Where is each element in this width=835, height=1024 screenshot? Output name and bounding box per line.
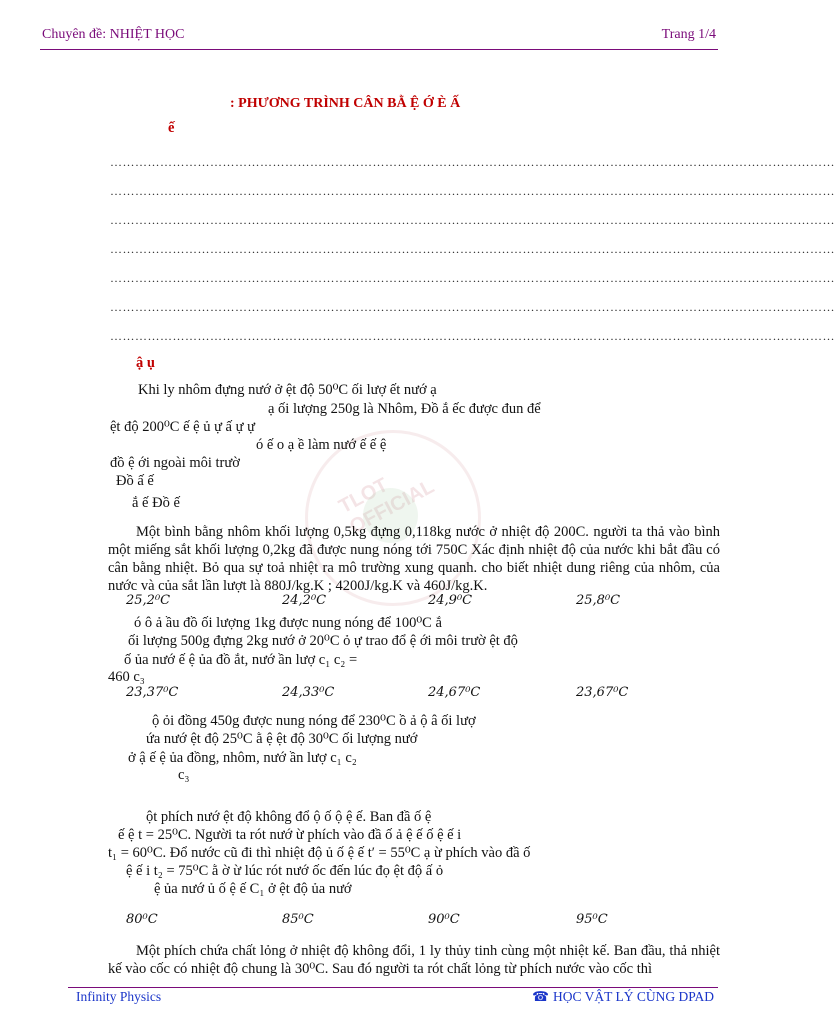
q5-option-a: 80⁰C	[126, 912, 158, 927]
q1-line-3: ệt độ 200⁰C ế ệ ủ ự ấ ự ự	[110, 419, 255, 435]
section-heading: ậ ụ	[136, 355, 155, 371]
dotted-line-2: …………………………………………………………………………………………………………………………………………………………	[110, 184, 835, 198]
q1-line-4: ó ế o ạ ề làm nướ ế ế ệ	[256, 437, 387, 453]
q4-line-4: c₃	[178, 767, 190, 783]
q2-option-a: 25,2⁰C	[126, 593, 171, 608]
q2-option-c: 24,9⁰C	[428, 593, 473, 608]
dotted-line-1: …………………………………………………………………………………………………………………………………………………………	[110, 155, 835, 169]
q5-line-3: t₁ = 60⁰C. Đổ nước cũ đi thì nhiệt độ ủ ố ệ ế t′ = 55⁰C ạ ừ phích vào đầ ố	[108, 845, 531, 861]
dotted-line-3: …………………………………………………………………………………………………………………………………………………………	[110, 213, 835, 227]
q3-line-2: ối lượng 500g đựng 2kg nướ ở 20⁰C ỏ ự trao đổ ệ ới môi trườ ệt độ	[128, 633, 518, 649]
q5-line-1: ột phích nướ ệt độ không đổ ộ ố ộ ệ ế. Ban đầ ố ệ	[146, 809, 432, 825]
lesson-title: : PHƯƠNG TRÌNH CÂN BẰ Ệ Ớ È Ấ	[230, 96, 461, 111]
q1-line-1: Khi ly nhôm đựng nướ ở ệt độ 50⁰C ối lượ ết nướ ạ	[138, 382, 437, 398]
q2-option-d: 25,8⁰C	[576, 593, 621, 608]
q4-line-2: ứa nướ ệt độ 25⁰C ằ ệ ệt độ 30⁰C ối lượng nướ	[146, 731, 418, 747]
q1-line-2: ạ ối lượng 250g là Nhôm, Đồ ắ ếc được đun để	[268, 401, 541, 417]
q5-option-b: 85⁰C	[282, 912, 314, 927]
q3-option-b: 24,33⁰C	[282, 685, 335, 700]
dotted-line-7: …………………………………………………………………………………………………………………………………………………………	[110, 329, 835, 343]
q6-text: Một phích chứa chất lỏng ở nhiệt độ không đổi, 1 ly thủy tinh cùng một nhiệt kế. Ban đầu, thả nhiệt kế vào cốc có nhiệt độ chung là 30⁰C. Sau đó người ta rót chất lỏng từ phích nước vào cốc thì	[108, 943, 720, 977]
q5-line-5: ệ ủa nướ ủ ố ệ ế C₁ ở ệt độ ủa nướ	[154, 881, 352, 897]
q1-line-7: ắ ế Đồ ế	[132, 495, 180, 511]
q3-line-4: 460 c₃	[108, 669, 145, 685]
dotted-line-5: …………………………………………………………………………………………………………………………………………………………	[110, 271, 835, 285]
q5-option-c: 90⁰C	[428, 912, 460, 927]
q3-line-3: ố ủa nướ ế ệ ủa đồ ắt, nướ ần lượ c₁ c₂ =	[124, 652, 358, 668]
header-rule	[40, 49, 718, 50]
q3-option-c: 24,67⁰C	[428, 685, 481, 700]
dotted-line-4: …………………………………………………………………………………………………………………………………………………………	[110, 242, 835, 256]
q1-line-6: Đồ ấ ế	[116, 473, 154, 489]
header-topic: Chuyên đề: NHIỆT HỌC	[42, 27, 185, 42]
page-header	[42, 27, 716, 47]
lesson-subtitle: ế	[168, 120, 175, 136]
header-page-number: Trang 1/4	[661, 27, 716, 42]
q5-line-2: ế ệ t = 25⁰C. Người ta rót nướ ừ phích vào đầ ố ả ệ ế ố ệ ế i	[118, 827, 462, 843]
q2-text: Một bình bằng nhôm khối lượng 0,5kg đựng 0,118kg nước ở nhiệt độ 200C. người ta thả vào bình một miếng sắt khối lượng 0,2kg đã được nung nóng tới 750C Xác định nhiệt độ của nước khi bắt đầu có cân bằng nhiệt. Bỏ qua sự toả nhiệt ra mô trường xung quanh. cho biết nhiệt dung riêng của nhôm, của nước và của sắt lần lượt là 880J/kg.K ; 4200J/kg.K và 460J/kg.K.	[108, 524, 720, 594]
dotted-line-6: …………………………………………………………………………………………………………………………………………………………	[110, 300, 835, 314]
q5-option-d: 95⁰C	[576, 912, 608, 927]
q4-line-3: ở ậ ế ệ ủa đồng, nhôm, nướ ần lượ c₁ c₂	[128, 750, 357, 766]
footer-channel-label: HỌC VẬT LÝ CÙNG DPAD	[552, 989, 714, 1004]
q4-line-1: ộ ỏi đồng 450g được nung nóng để 230⁰C ồ ả ộ â ối lượ	[152, 713, 476, 729]
footer-rule	[68, 987, 718, 988]
watermark-text: TLOT OFFICIAL	[335, 474, 438, 539]
footer-channel	[532, 989, 714, 1005]
q3-line-1: ó ô ả ầu đồ ối lượng 1kg được nung nóng để 100⁰C ắ	[134, 615, 442, 631]
q3-option-d: 23,67⁰C	[576, 685, 629, 700]
q5-line-4: ệ ế i t₂ = 75⁰C ằ ờ ừ lúc rót nướ ốc đến lúc đọ ệt độ ấ ỏ	[126, 863, 444, 879]
q3-option-a: 23,37⁰C	[126, 685, 179, 700]
q2-option-b: 24,2⁰C	[282, 593, 327, 608]
phone-icon: ☎	[532, 989, 549, 1004]
footer-brand: Infinity Physics	[76, 989, 162, 1004]
q1-line-5: đồ ệ ới ngoài môi trườ	[110, 455, 240, 471]
